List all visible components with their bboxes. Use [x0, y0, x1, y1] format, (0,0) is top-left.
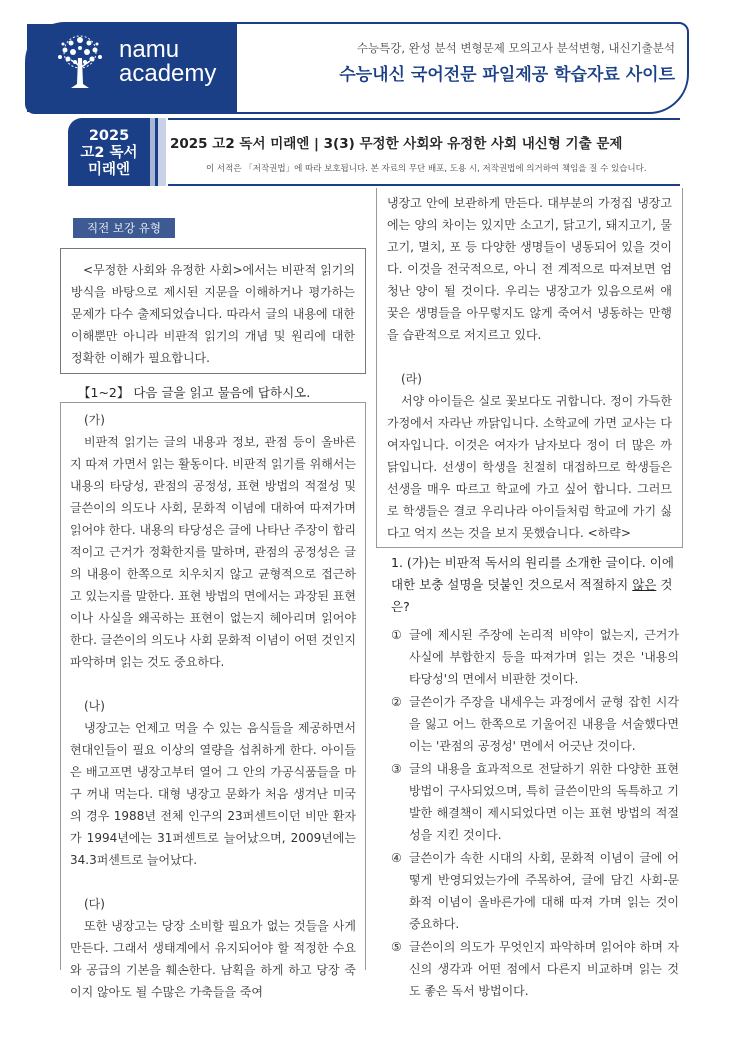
option-number: ⑤ [391, 940, 402, 954]
option-number: ③ [391, 762, 402, 776]
stem-end: 것은? [391, 577, 673, 614]
section-tag: 직전 보강 유형 [73, 218, 175, 238]
banner-logo-area [27, 24, 237, 112]
copyright-note: 이 서적은 「저작권법」에 따라 보호됩니다. 본 자료의 무단 배포, 도용 시, 저작권법에 의거하여 책임을 질 수 있습니다. [206, 164, 647, 174]
option-text: 글쓴이의 의도가 무엇인지 파악하며 읽어야 하며 자신의 생각과 어떤 점에서 다른지 비교하며 읽는 것도 좋은 독서 방법이다. [409, 940, 679, 998]
site-banner [25, 22, 689, 114]
passage-na: 냉장고는 언제고 먹을 수 있는 음식들을 제공하면서 현대인들이 필요 이상의 열량을 섭취하게 한다. 아이들은 배고프면 냉장고부터 열어 그 안의 가공식품들을 마구 꺼내 먹는다. 대형 냉장고 문화가 처음 생겨난 미국의 경우 1988년 전체 인구의 23퍼센트이던 비만 환자가 1994년에는 31퍼센트로 늘어났으며, 2009년에는 34.3퍼센트로 늘어났다. [70, 721, 356, 867]
badge-publisher: 미래엔 [87, 162, 131, 178]
title-text-area [168, 118, 680, 186]
stem-text: 1. (가)는 비판적 독서의 원리를 소개한 글이다. 이에 대한 보충 설명을 덧붙인 것으로서 적절하지 [391, 555, 674, 592]
banner-subtitle: 수능특강, 완성 분석 변형문제 모의고사 분석변형, 내신기출분석 [356, 41, 675, 55]
passage-label-ga: (가) [84, 413, 105, 427]
tree-logo-icon [45, 32, 115, 96]
option-2[interactable] [391, 691, 679, 757]
stem-underlined: 않은 [632, 577, 657, 592]
option-1[interactable] [391, 624, 679, 690]
passage-label-na: (나) [84, 699, 105, 713]
banner-main-title: 수능내신 국어전문 파일제공 학습자료 사이트 [339, 65, 675, 85]
option-number: ④ [391, 851, 402, 865]
question-stem [391, 552, 679, 618]
option-text: 글의 내용을 효과적으로 전달하기 위한 다양한 표현 방법이 구사되었으며, 특히 글쓴이만의 독특하고 기발한 해결책이 제시되었다면 이는 표현 방법의 적절성을 지킨 것이다. [409, 762, 679, 842]
title-badge [68, 118, 150, 186]
passage-label-ra: (라) [401, 372, 422, 386]
document-title-box [68, 118, 680, 186]
option-number: ② [391, 695, 402, 709]
option-4[interactable] [391, 847, 679, 935]
passage-da-left: 또한 냉장고는 당장 소비할 필요가 없는 것들을 사게 만든다. 그래서 생태계에서 유지되어야 할 적정한 수요와 공급의 기본을 훼손한다. 남획을 하게 하고 당장 죽이지 않아도 될 수많은 가축들을 죽여 [70, 919, 356, 999]
option-3[interactable] [391, 758, 679, 846]
passage-left-column [60, 402, 366, 999]
option-number: ① [391, 628, 402, 642]
question-instruction: 【1~2】 다음 글을 읽고 물음에 답하시오. [78, 385, 311, 400]
option-5[interactable] [391, 936, 679, 1002]
badge-year: 2025 [88, 128, 130, 144]
logo-line-2: academy [119, 60, 217, 87]
passage-right-column [376, 188, 683, 548]
option-text: 글쓴이가 속한 시대의 사회, 문화적 이념이 글에 어떻게 반영되었는가에 주목하여, 글에 담긴 사회-문화적 이념이 올바른가에 대해 따져 가며 읽는 것이 중요하다. [409, 851, 679, 931]
option-text: 글에 제시된 주장에 논리적 비약이 없는지, 근거가 사실에 부합한지 등을 따져가며 읽는 것은 '내용의 타당성'의 면에서 비판한 것이다. [409, 628, 679, 686]
passage-label-da: (다) [84, 897, 105, 911]
option-text: 글쓴이가 주장을 내세우는 과정에서 균형 잡힌 시각을 잃고 어느 한쪽으로 기울어진 내용을 서술했다면 이는 '관점의 공정성' 면에서 어긋난 것이다. [409, 695, 679, 753]
intro-box: <무정한 사회와 유정한 사회>에서는 비판적 읽기의 방식을 바탕으로 제시된 지문을 이해하거나 평가하는 문제가 다수 출제되었습니다. 따라서 글의 내용에 대한 이해뿐만 아니라 비판적 읽기의 개념 및 원리에 대한 정확한 이해가 필요합니다. [60, 248, 366, 374]
passage-da-right: 냉장고 안에 보관하게 만든다. 대부분의 가정집 냉장고에는 양의 차이는 있지만 소고기, 닭고기, 돼지고기, 물고기, 멸치, 포 등 다양한 생명들이 냉동되어 있을 것이다. 이것을 전국적으로, 아니 전 계적으로 따져보면 엄청난 양이 될 것이다. 우리는 냉장고가 있음으로써 애꿎은 생명들을 아무렇지도 않게 죽여서 냉동하는 만행을 습관적으로 저지르고 있다. [387, 196, 672, 342]
document-title: 2025 고2 독서 미래엔 | 3(3) 무정한 사회와 유정한 사회 내신형 기출 문제 [170, 136, 623, 152]
logo-line-1: namu [119, 36, 180, 63]
badge-grade: 고2 독서 [80, 145, 138, 161]
passage-ra: 서양 아이들은 실로 꽃보다도 귀합니다. 정이 가득한 가정에서 자라난 까닭입니다. 소학교에 가면 교사는 다 여자입니다. 이것은 여자가 남자보다 정이 더 많은 까닭입니다. 선생이 학생을 친절히 대접하므로 학생들은 선생을 매우 따르고 학교에 가고 싶어 합니다. 그러므로 학생들은 결코 우리나라 아이들처럼 학교에 가기 싫다고 억지 쓰는 것을 보지 못했습니다. <하략> [387, 394, 672, 540]
title-stripe [150, 118, 166, 186]
passage-ga: 비판적 읽기는 글의 내용과 정보, 관점 등이 올바른지 따져 가면서 읽는 활동이다. 비판적 읽기를 위해서는 내용의 타당성, 관점의 공정성, 표현 방법의 적절성 및 글쓴이의 의도나 사회, 문화적 이념에 대하여 따져가며 읽어야 한다. 내용의 타당성은 글에 나타난 주장이 합리적이고 근거가 정확한지를 말하며, 관점의 공정성은 글의 내용이 한쪽으로 치우치지 않고 균형적으로 접근하고 있는지를 말한다. 표현 방법의 면에서는 과장된 표현이나 사실을 왜곡하는 표현이 없는지 헤아리며 읽어야 한다. 글쓴이의 의도나 사회 문화적 이념이 어떤 것인지 파악하며 읽는 것도 중요하다. [70, 435, 356, 669]
question-1 [381, 552, 679, 1003]
logo-wordmark [119, 38, 216, 86]
